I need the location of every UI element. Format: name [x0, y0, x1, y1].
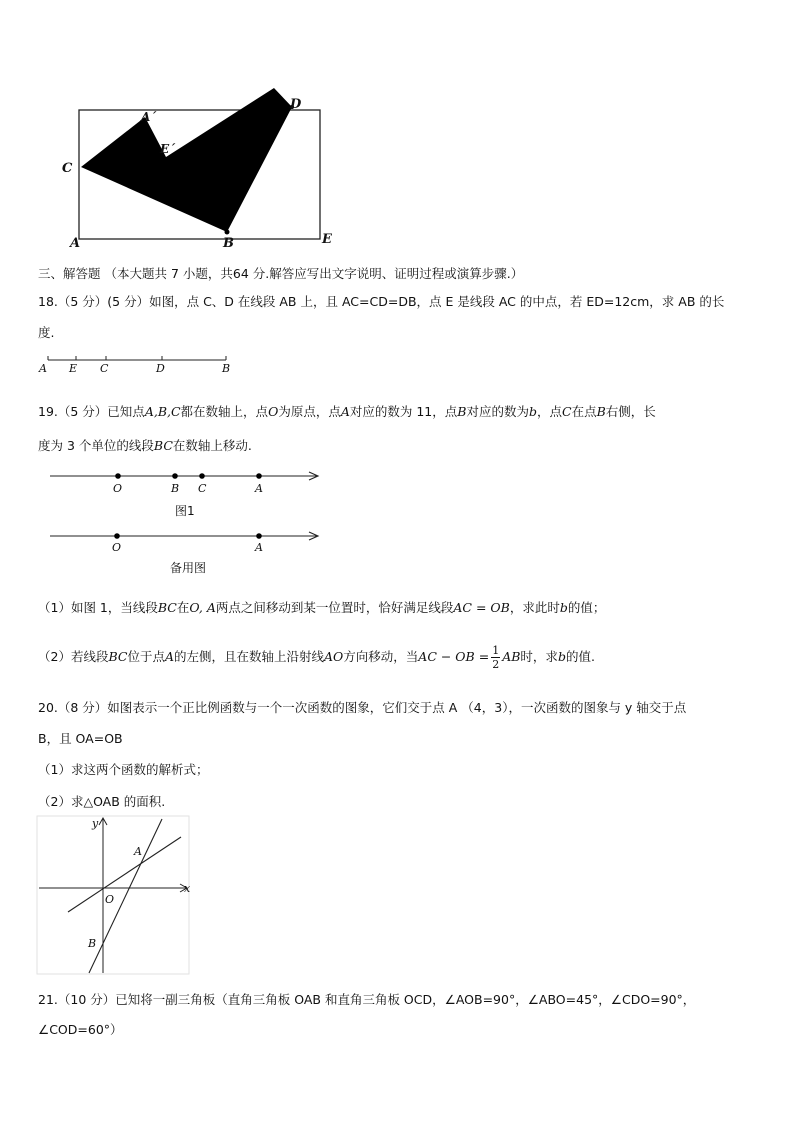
label-c: C: [62, 161, 73, 176]
nl1-label-a: A: [255, 482, 263, 495]
q18-line1: 18.（5 分）(5 分）如图，点 C、D 在线段 AB 上，且 AC=CD=DB，点 E 是线段 AC 的中点，若 ED=12cm，求 AB 的长: [38, 294, 725, 309]
q18-segment-figure: [36, 352, 236, 378]
seg-label-e: E: [69, 362, 78, 375]
q21-line1: 21.（10 分）已知将一副三角板（直角三角板 OAB 和直角三角板 OCD，∠AOB=90°，∠ABO=45°，∠CDO=90°，: [38, 992, 696, 1007]
q18-line2: 度.: [38, 325, 55, 340]
label-d: D: [290, 97, 302, 112]
section-three-heading: 三、解答题 （本大题共 7 小题，共64 分.解答应写出文字说明、证明过程或演算步骤.）: [38, 266, 524, 281]
q19-part1: （1）如图 1，当线段BC在O, A两点之间移动到某一位置时，恰好满足线段AC = OB，求此时b的值；: [38, 600, 606, 615]
label-a-prime: A´: [141, 110, 157, 124]
point-c: [199, 473, 205, 479]
seg-label-a: A: [39, 362, 47, 375]
q19-part2: （2）若线段BC位于点A的左侧，且在数轴上沿射线AO方向移动，当AC − OB = $\frac{1}{2}$ AB时，求b的值.: [38, 644, 595, 671]
q19-line2: 度为 3 个单位的线段BC在数轴上移动.: [38, 438, 252, 453]
label-a: A: [70, 236, 81, 251]
fold-rectangle-figure: [50, 80, 350, 255]
nl1-label-c: C: [198, 482, 207, 495]
label-e: E: [322, 232, 332, 247]
proportional-function-line: [68, 837, 181, 912]
point-o: [115, 473, 121, 479]
nl1-label-b: B: [171, 482, 180, 495]
q20-line1: 20.（8 分）如图表示一个正比例函数与一个一次函数的图象，它们交于点 A （4，3），一次函数的图象与 y 轴交于点: [38, 700, 687, 715]
seg-label-c: C: [100, 362, 109, 375]
nl2-label-o: O: [112, 541, 122, 554]
nl1-label-o: O: [113, 482, 123, 495]
label-b: B: [223, 236, 234, 251]
q19-line1: 19.（5 分）已知点A,B,C都在数轴上，点O为原点，点A对应的数为 11，点B对应的数为b，点C在点B右侧，长: [38, 404, 656, 419]
q20-line2: B，且 OA=OB: [38, 731, 123, 746]
label-e-prime: E´: [160, 142, 176, 156]
spare-figure-caption: 备用图: [170, 561, 207, 575]
graph-label-o: O: [105, 893, 115, 906]
graph-label-b: B: [88, 937, 97, 950]
q20-function-graph: [36, 815, 194, 977]
linear-function-line: [89, 819, 162, 973]
q20-part2: （2）求△OAB 的面积.: [38, 794, 166, 809]
fig1-caption: 图1: [175, 504, 195, 518]
graph-label-y: y: [92, 817, 99, 830]
point-o: [114, 533, 120, 539]
q20-part1: （1）求这两个函数的解析式；: [38, 762, 209, 777]
graph-label-x: x: [184, 882, 191, 895]
q21-line2: ∠COD=60°）: [38, 1022, 123, 1037]
graph-label-a: A: [134, 845, 142, 858]
fraction-one-half: $\frac{1}{2}$: [492, 644, 500, 671]
nl2-label-a: A: [255, 541, 263, 554]
point-a: [256, 533, 262, 539]
seg-label-d: D: [156, 362, 165, 375]
point-a: [256, 473, 262, 479]
q19-number-line-spare: [45, 525, 330, 555]
point-b: [172, 473, 178, 479]
point-b-dot: [225, 230, 230, 235]
seg-label-b: B: [222, 362, 231, 375]
